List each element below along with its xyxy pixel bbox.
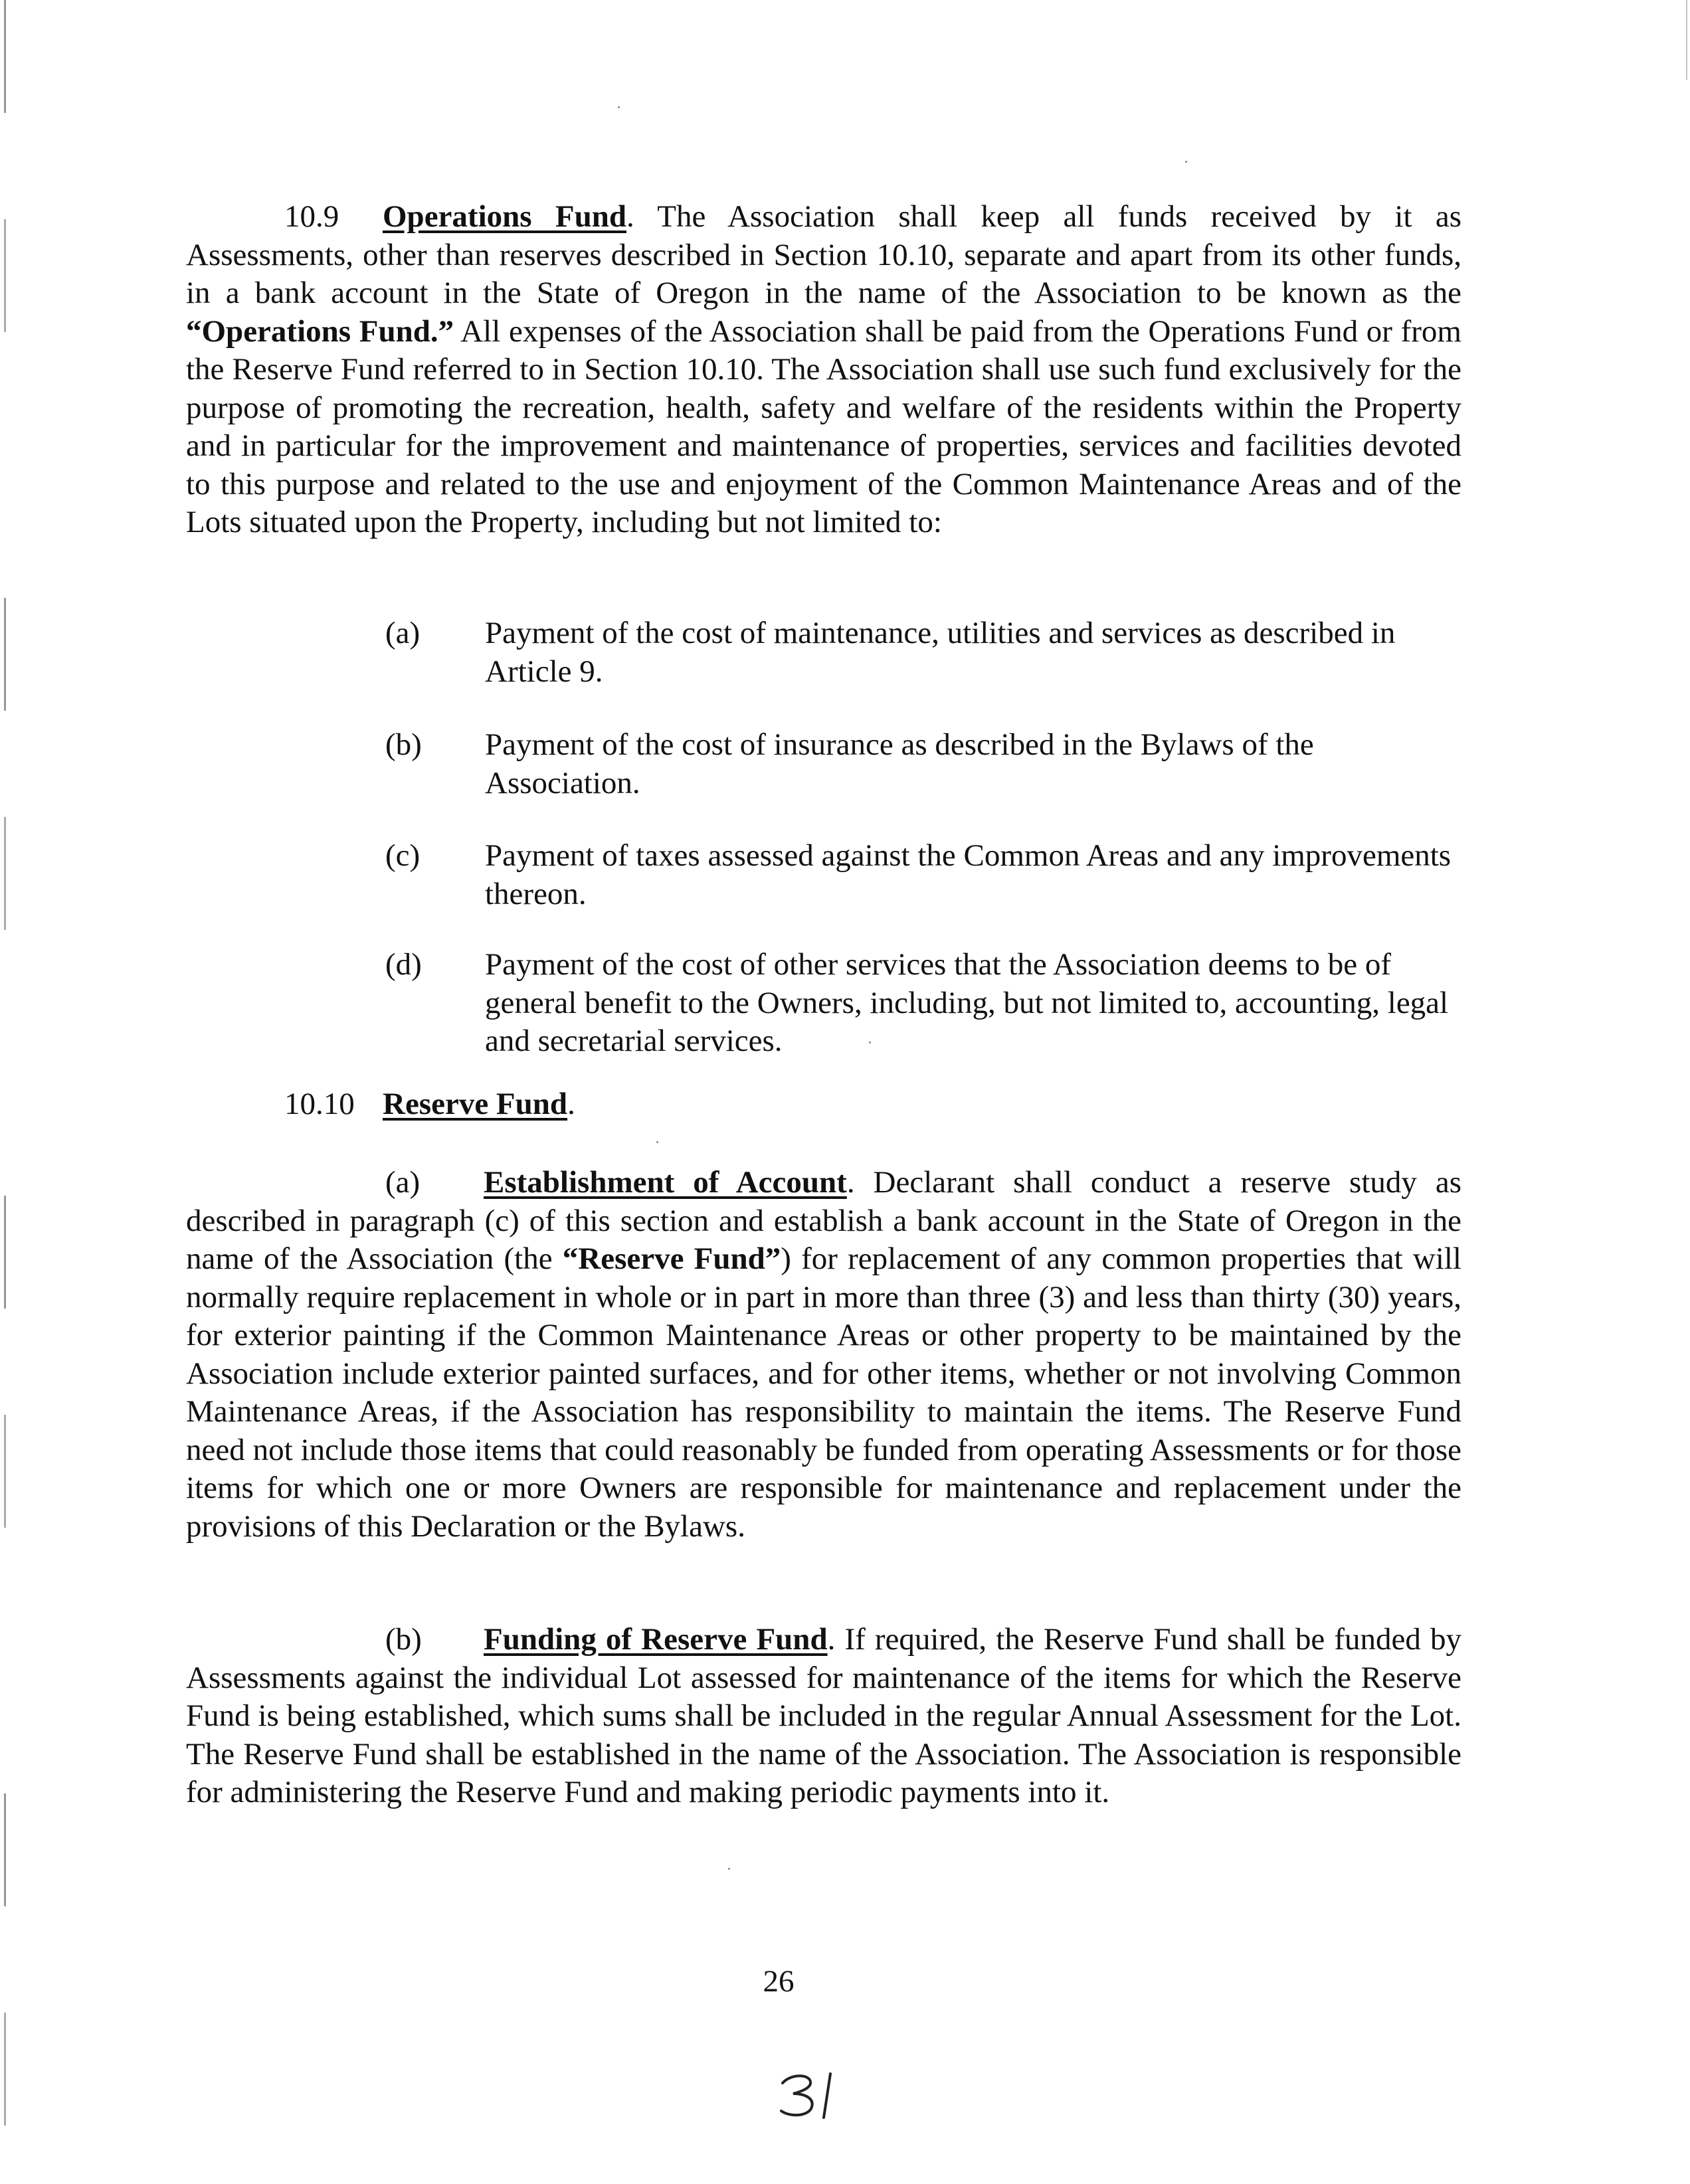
defined-term: “Operations Fund.” (186, 314, 454, 349)
list-item-text: Payment of the cost of other services that the Association deems to be of general benefit to the Owners, including, but not limited to, accounting, legal and secretarial services. (485, 947, 1449, 1058)
handwritten-page-number (777, 2064, 857, 2124)
list-item-label: (a) (385, 616, 421, 650)
scan-right-edge (1686, 0, 1687, 80)
section-number: 10.10 (284, 1087, 355, 1121)
page-number: 26 (763, 1964, 795, 1999)
subsection-a-paragraph (186, 1164, 1461, 1546)
section-heading: Operations Fund (383, 199, 627, 234)
subsection-b-paragraph (186, 1621, 1461, 1812)
handwritten-31-drawing (777, 2064, 857, 2124)
scan-speck (728, 1868, 730, 1870)
subsection-text: . If required, the Reserve Fund shall be funded by Assessments against the individual Lot assessed for maintenance of the items for which the Reserve Fund is being established, which sums shall be included in the regular Annual Assessment for the Lot. The Reserve Fund shall be established in the name of the Association. The Association is responsible for administering the Reserve Fund and making periodic payments into it. (186, 1622, 1461, 1809)
scan-speck (618, 106, 620, 108)
list-item-text: Payment of the cost of maintenance, utilities and services as described in Article 9. (485, 616, 1396, 689)
list-item-label: (b) (385, 727, 422, 762)
defined-term: “Reserve Fund” (562, 1241, 781, 1276)
scan-speck (1185, 161, 1187, 163)
list-item-label: (d) (385, 947, 422, 982)
subsection-text: . Declarant shall conduct a reserve study as described in paragraph (c) of this section and establish a bank account in the State of Oregon in the name of the Association (the (186, 1165, 1461, 1276)
section-10-10-heading (284, 1085, 575, 1124)
scan-left-edge (4, 0, 6, 2184)
scan-speck (656, 1141, 658, 1143)
subsection-label: (a) (385, 1165, 421, 1200)
section-10-9-paragraph (186, 198, 1461, 542)
subsection-text: ) for replacement of any common properties that will normally require replacement in whole or in part in more than three (3) and less than thirty (30) years, for exterior painting if the Common Maintenance Areas or other property to be maintained by the Association include exterior painted surfaces, and for other items, whether or not involving Common Maintenance Areas, if the Association has responsibility to maintain the items. The Reserve Fund need not include those items that could reasonably be funded from operating Assessments or for those items for which one or more Owners are responsible for maintenance and replacement under the provisions of this Declaration or the Bylaws. (186, 1241, 1461, 1544)
scan-speck (869, 1042, 871, 1044)
heading-punctuation: . (567, 1087, 575, 1121)
subsection-heading: Funding of Reserve Fund (484, 1622, 828, 1657)
section-heading: Reserve Fund (383, 1087, 568, 1121)
section-text: . The Association shall keep all funds received by it as Assessments, other than reserves described in Section 10.10, separate and apart from its other funds, in a bank account in the State of Oregon in the name of the Association to be known as the (186, 199, 1461, 310)
list-item-text: Payment of the cost of insurance as described in the Bylaws of the Association. (485, 727, 1314, 800)
subsection-label: (b) (385, 1622, 422, 1657)
section-number: 10.9 (284, 199, 339, 234)
subsection-heading: Establishment of Account (484, 1165, 847, 1200)
section-text: All expenses of the Association shall be paid from the Operations Fund or from the Reserve Fund referred to in Section 10.10. The Association shall use such fund exclusively for the purpose of promoting the recreation, health, safety and welfare of the residents within the Property and in particular for the improvement and maintenance of properties, services and facilities devoted to this purpose and related to the use and enjoyment of the Common Maintenance Areas and of the Lots situated upon the Property, including but not limited to: (186, 314, 1461, 539)
list-item-text: Payment of taxes assessed against the Common Areas and any improvements thereon. (485, 838, 1452, 911)
list-item-label: (c) (385, 838, 421, 873)
